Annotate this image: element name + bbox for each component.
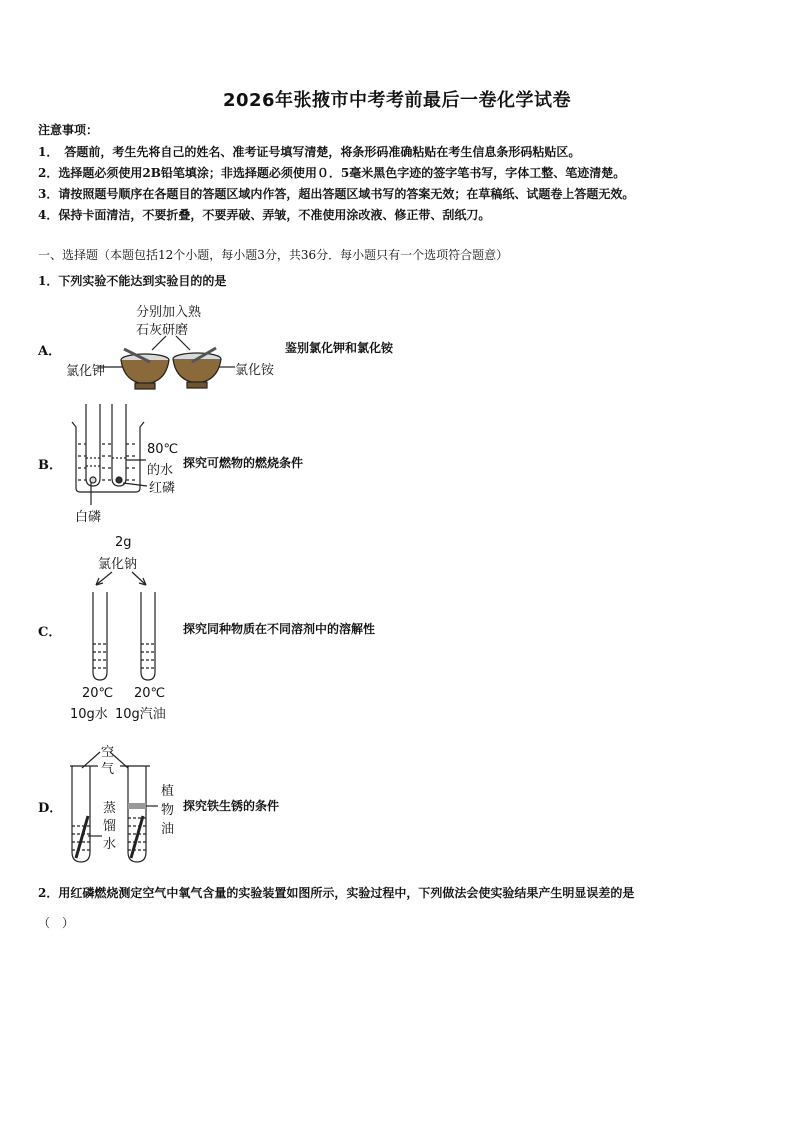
fig-b-beaker: [72, 422, 144, 492]
mortar-right-icon: [173, 348, 221, 388]
notice-item-2: 2．选择题必须使用2B铅笔填涂；非选择题必须使用０．5毫米黑色字迹的签字笔书写，字体工整、笔迹清楚。: [38, 166, 626, 180]
fig-b-label-red-phosphorus: 红磷: [149, 481, 176, 496]
option-d-description: 探究铁生锈的条件: [183, 799, 280, 813]
fig-a-pointer-left: [152, 336, 166, 350]
iron-nail-left-icon: [76, 816, 88, 858]
notice-heading: 注意事项：: [38, 123, 99, 137]
fig-b-label-water-1: 80℃: [147, 442, 179, 457]
fig-c-label-salt: 氯化钠: [98, 557, 138, 572]
fig-d-label-air-1: 空: [101, 745, 115, 760]
fig-a-pointer-right: [176, 336, 190, 350]
fig-c-label-left-solvent: 10g水: [70, 707, 108, 722]
section-heading: 一、选择题（本题包括12个小题，每小题3分，共36分．每小题只有一个选项符合题意）: [38, 248, 509, 262]
fig-d-label-water-2: 馏: [103, 819, 117, 834]
fig-a-label-right: 氯化铵: [235, 363, 275, 378]
option-a-letter: A．: [38, 344, 62, 359]
fig-b-label-water-2: 的水: [147, 463, 174, 478]
option-b-description: 探究可燃物的燃烧条件: [183, 456, 304, 470]
fig-a-mortars: [98, 336, 235, 389]
notice-item-3: 3．请按照题号顺序在各题目的答题区域内作答，超出答题区域书写的答案无效；在草稿纸、试题卷上答题无效。: [38, 187, 635, 201]
fig-d-air-pointer-right: [110, 752, 128, 768]
page-title: 2026年张掖市中考考前最后一卷化学试卷: [222, 90, 572, 111]
fig-d-label-water-3: 水: [103, 837, 117, 852]
fig-d-label-oil-2: 物: [161, 803, 175, 818]
fig-d-label-oil-1: 植: [161, 784, 175, 799]
notice-item-4: 4．保持卡面清洁，不要折叠，不要弄破、弄皱，不准使用涂改液、修正带、刮纸刀。: [38, 208, 491, 222]
fig-a-label-left: 氯化钾: [66, 364, 106, 379]
fig-b-tube-left: [86, 404, 100, 486]
fig-d-oil-layer: [128, 803, 146, 809]
fig-d-tube-right: [128, 766, 146, 862]
fig-d-label-air-2: 气: [101, 762, 115, 777]
fig-d-label-oil-3: 油: [161, 822, 175, 837]
fig-c-tube-right: [141, 592, 155, 680]
question-1-stem: 1．下列实验不能达到实验目的的是: [38, 274, 227, 288]
fig-c-label-mass: 2g: [115, 535, 132, 550]
option-a-description: 鉴别氯化钾和氯化铵: [285, 341, 394, 355]
option-c-description: 探究同种物质在不同溶剂中的溶解性: [183, 622, 376, 636]
fig-b-label-white-phosphorus: 白磷: [75, 510, 102, 525]
red-phosphorus-icon: [116, 477, 122, 483]
fig-a-label-top-2: 石灰研磨: [136, 323, 189, 338]
fig-c-apparatus: [93, 572, 155, 680]
fig-d-apparatus: [70, 752, 158, 862]
iron-nail-right-icon: [131, 816, 143, 858]
fig-d-label-water-1: 蒸: [103, 801, 117, 816]
fig-b-tube-right: [112, 404, 126, 486]
fig-a-label-top-1: 分别加入熟: [136, 305, 202, 320]
option-d-letter: D．: [38, 801, 63, 816]
option-b-letter: B．: [38, 458, 62, 473]
fig-c-tube-left: [93, 592, 107, 680]
question-2-stem: 2．用红磷燃烧测定空气中氧气含量的实验装置如图所示，实验过程中，下列做法会使实验结果产生明显误差的是: [38, 886, 635, 900]
mortar-left-icon: [121, 349, 169, 389]
fig-c-label-right-solvent: 10g汽油: [115, 707, 166, 722]
fig-c-label-right-temp: 20℃: [134, 686, 166, 701]
question-2-answer-paren: （ ）: [38, 916, 75, 930]
option-c-letter: C．: [38, 625, 62, 640]
fig-b-red-pointer: [123, 483, 147, 486]
notice-item-1: 1． 答题前，考生先将自己的姓名、准考证号填写清楚，将条形码准确粘贴在考生信息条形码粘贴区。: [38, 145, 581, 159]
fig-c-label-left-temp: 20℃: [82, 686, 114, 701]
fig-b-apparatus: [72, 404, 147, 505]
fig-d-tube-left: [72, 766, 90, 862]
